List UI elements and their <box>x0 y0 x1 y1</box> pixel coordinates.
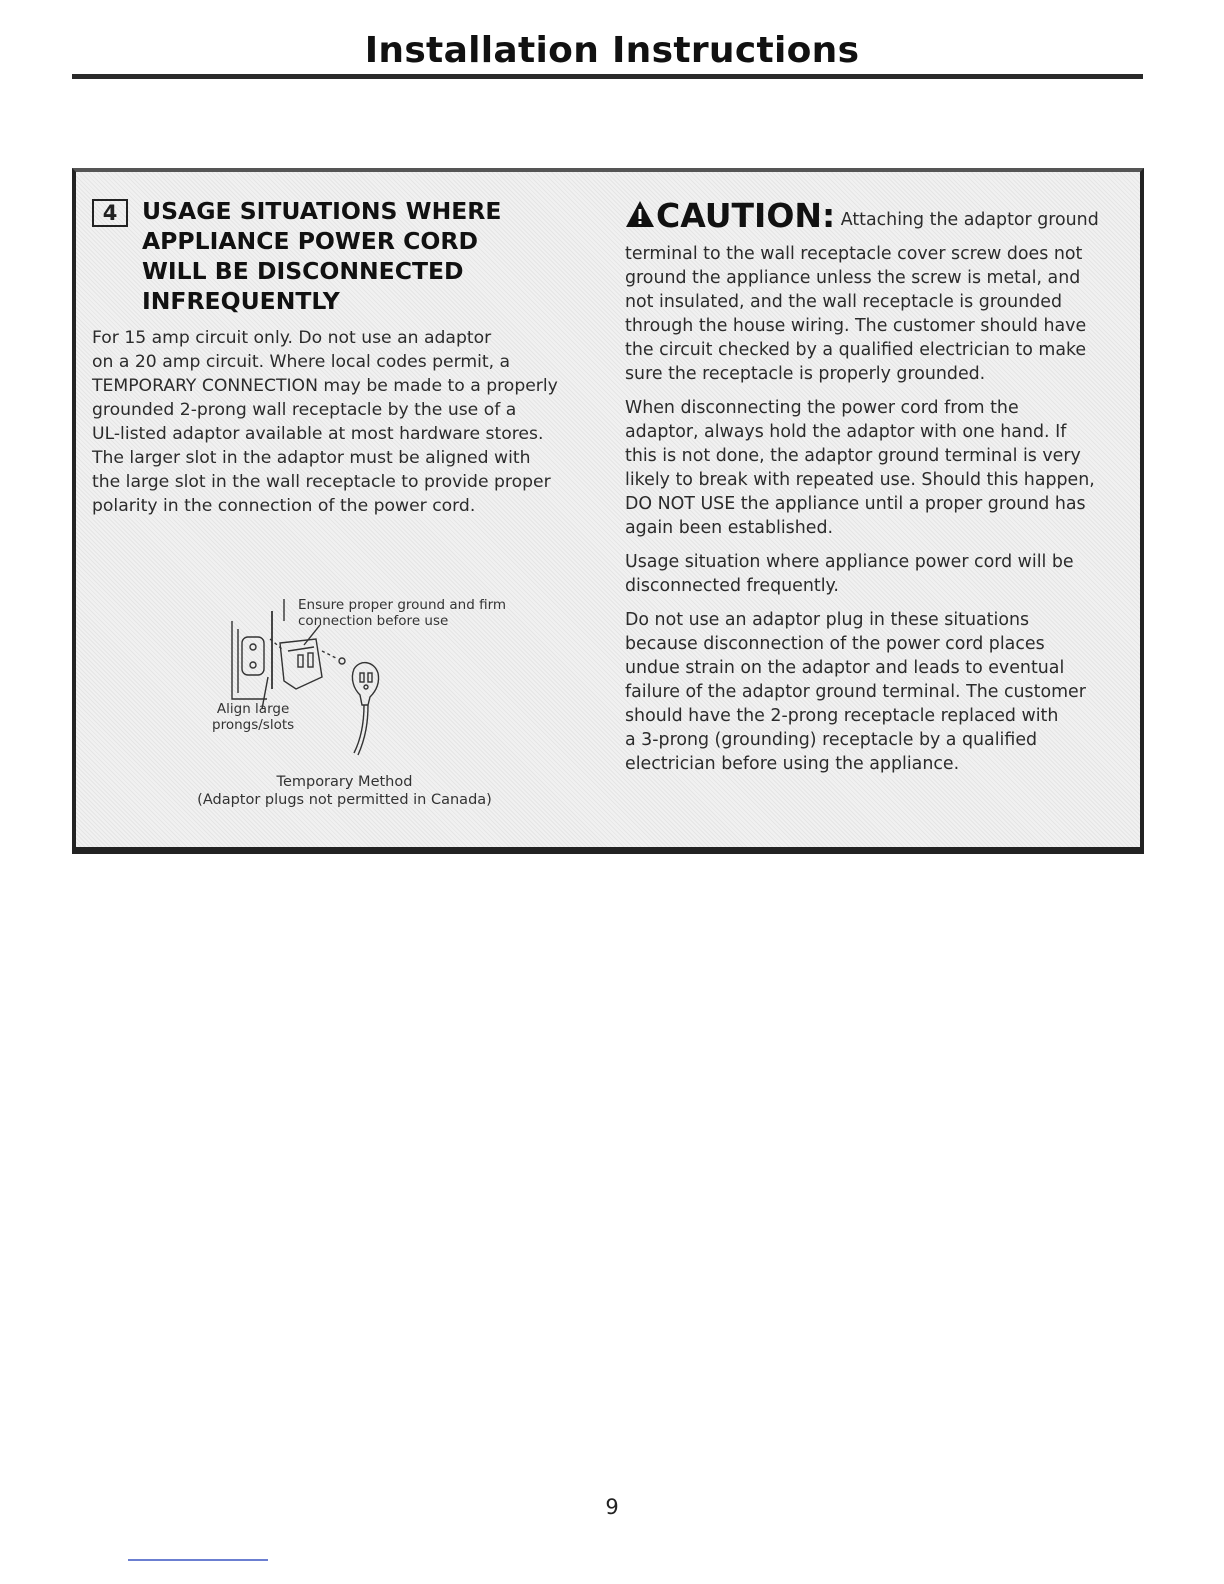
caution-word: CAUTION: <box>656 196 836 235</box>
instruction-panel <box>72 168 1144 854</box>
step-number-box: 4 <box>92 199 128 227</box>
warning-triangle-icon <box>625 200 655 228</box>
adaptor-warning-paragraph: Do not use an adaptor plug in these situations because disconnection of the power cord places undue strain on the adaptor and leads to eventual failure of the adaptor ground terminal. The customer should have the 2-prong receptacle replaced with a 3-prong (grounding) receptacle by a qualified electrician before using the appliance. <box>625 610 1086 774</box>
caution-lead: Attaching the adaptor ground <box>835 210 1099 230</box>
power-cord-plug-icon <box>352 663 378 755</box>
illustration <box>92 581 597 771</box>
temporary-method-figure <box>92 581 597 821</box>
page-number: 9 <box>605 1495 619 1519</box>
usage-situation-paragraph: Usage situation where appliance power cord will be disconnected frequently. <box>625 552 1074 596</box>
caution-paragraph <box>625 196 1125 235</box>
figure-caption: Temporary Method (Adaptor plugs not permitted in Canada) <box>197 774 492 808</box>
section-heading <box>92 196 597 316</box>
align-label: Align large prongs/slots <box>212 701 295 733</box>
left-column <box>92 196 597 808</box>
adaptor-plug-icon <box>262 599 345 709</box>
caution-text: terminal to the wall receptacle cover screw does not ground the appliance unless the screw is metal, and not insulated, and the wall receptacle is grounded through the house wiring. The customer should have the circuit checked by a qualified electrician to make sure the receptacle is properly grounded. <box>625 244 1087 384</box>
footer-line <box>128 1559 268 1561</box>
ground-label: Ensure proper ground and firm connection before use <box>298 597 507 629</box>
section-heading-text: USAGE SITUATIONS WHERE APPLIANCE POWER CORD WILL BE DISCONNECTED INFREQUENTLY <box>142 197 502 315</box>
title-rule <box>72 74 1143 79</box>
right-column <box>625 196 1125 786</box>
section-body: For 15 amp circuit only. Do not use an adaptor on a 20 amp circuit. Where local codes permit, a TEMPORARY CONNECTION may be made to a properly grounded 2-prong wall receptacle by the use of a UL-listed adaptor available at most hardware stores. The larger slot in the adaptor must be aligned with the large slot in the wall receptacle to provide proper polarity in the connection of the power cord. <box>92 328 558 516</box>
page-title: Installation Instructions <box>364 30 860 71</box>
disconnect-paragraph: When disconnecting the power cord from the adaptor, always hold the adaptor with one hand. If this is not done, the adaptor ground terminal is very likely to break with repeated use. Should this happen, DO NOT USE the appliance until a proper ground has again been established. <box>625 398 1095 538</box>
